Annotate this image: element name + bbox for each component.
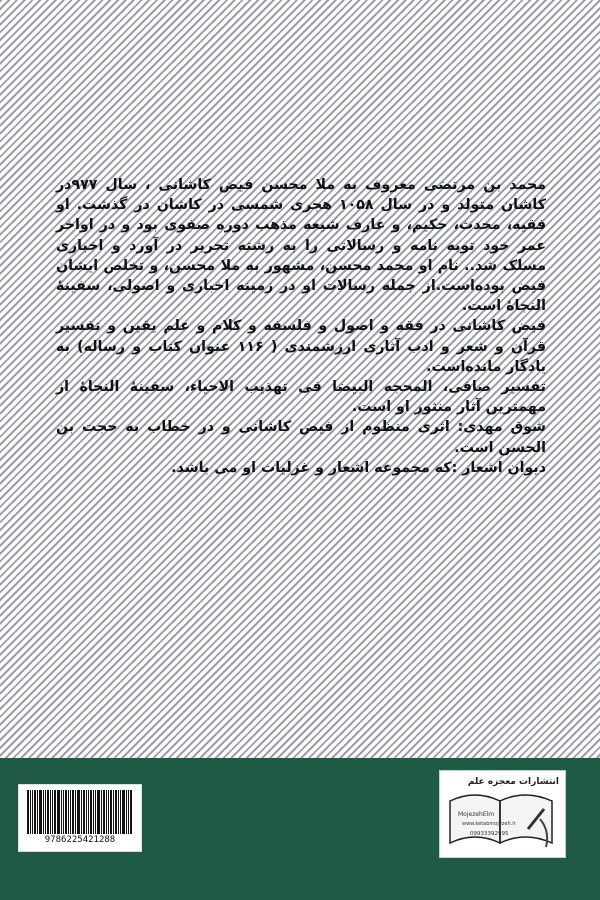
back-cover-text xyxy=(56,175,546,478)
publisher-logo xyxy=(439,770,566,858)
publisher-website: www.ketabmojezeh.ir xyxy=(462,821,516,827)
barcode xyxy=(18,784,142,852)
publisher-name-en: MojezehElm xyxy=(458,811,495,818)
paragraph-3: تفسیر صافی، المحجه البیضا فی تهذیب الاحیاء، سفینهٔ النجاهٔ از مهمترین آثار منثور او است. xyxy=(56,379,546,416)
paragraph-1: محمد بن مرتضی معروف به ملا محسن فیض کاشانی ، سال ۹۷۷در کاشان متولد و در سال ۱۰۵۸ هجری شمسی در کاشان در گذشت. او فقیه، محدث، حکیم، و عارف شیعه مذهب دوره صفوی بود و در اواخر عمر خود توبه نامه و رسالاتی را به رشته تحریر در آورد و اخباری مسلک شد.. نام او محمد محسن، مشهور به ملا محسن، و تخلص ایشان فیض بوده‌است.از جمله رسالات او در زمینه اخباری و اصولی، سفینهٔ النجاهٔ است. xyxy=(56,177,546,315)
paragraph-5: دیوان اشعار :که مجموعه اشعار و غزلیات او می باشد. xyxy=(171,459,546,476)
publisher-phone: 09933392995 xyxy=(470,831,509,837)
barcode-bars xyxy=(27,790,133,834)
paragraph-4: شوق مهدی: اثری منظوم از فیض کاشانی و در خطاب به حجت بن الحسن است. xyxy=(56,419,546,456)
paragraph-2: فیض کاشانی در فقه و اصول و فلسفه و کلام و علم یقین و تفسیر قرآن و شعر و ادب آثاری ارزشمندی ( ۱۱۶ عنوان کتاب و رساله) به یادگار مانده‌است. xyxy=(56,318,546,375)
isbn-number: 9786225421288 xyxy=(44,835,116,845)
publisher-name-fa: انتشارات معجزه علم xyxy=(467,777,559,787)
